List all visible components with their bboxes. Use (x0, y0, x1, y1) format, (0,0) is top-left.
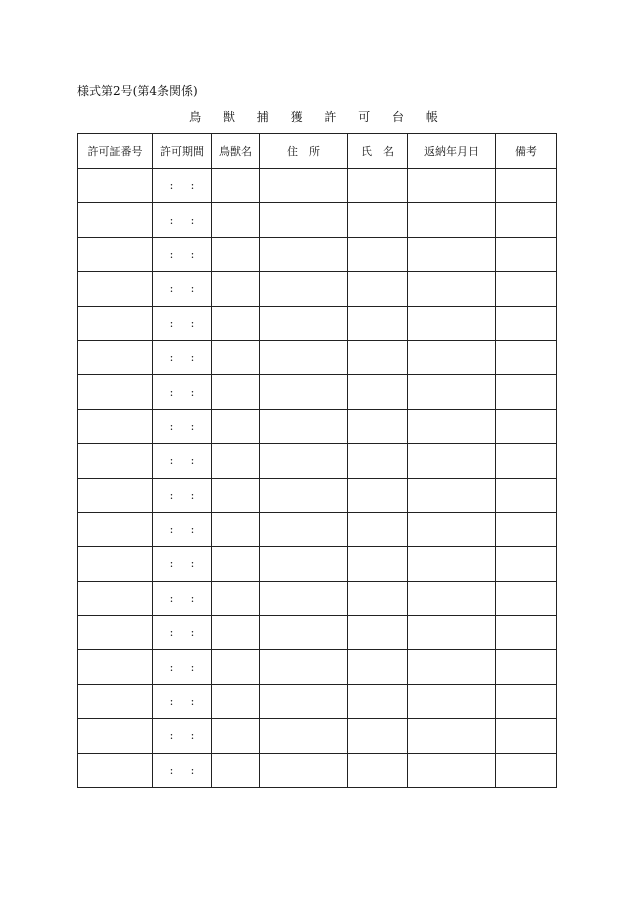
cell-address (260, 581, 348, 615)
cell-return-date (408, 237, 496, 271)
period-colon: : (169, 488, 174, 502)
period-separators (161, 248, 203, 261)
cell-address (260, 444, 348, 478)
cell-return-date (408, 272, 496, 306)
cell-address (260, 340, 348, 374)
cell-species-name (212, 237, 260, 271)
cell-permit-number (78, 340, 153, 374)
cell-return-date (408, 375, 496, 409)
cell-return-date (408, 169, 496, 203)
cell-species-name (212, 684, 260, 718)
cell-return-date (408, 203, 496, 237)
period-colon: : (190, 729, 195, 743)
cell-remarks (496, 650, 557, 684)
period-separators (161, 592, 203, 605)
cell-species-name (212, 203, 260, 237)
cell-name (348, 375, 408, 409)
cell-species-name (212, 272, 260, 306)
cell-permit-period (153, 444, 212, 478)
table-row (78, 719, 557, 753)
cell-species-name (212, 547, 260, 581)
cell-remarks (496, 272, 557, 306)
cell-name (348, 684, 408, 718)
period-colon: : (169, 763, 174, 777)
table-body (78, 169, 557, 788)
cell-permit-period (153, 478, 212, 512)
cell-remarks (496, 581, 557, 615)
cell-permit-period (153, 753, 212, 787)
table-row (78, 169, 557, 203)
period-colon: : (169, 729, 174, 743)
cell-name (348, 272, 408, 306)
cell-permit-number (78, 719, 153, 753)
period-separators (161, 626, 203, 639)
cell-name (348, 306, 408, 340)
cell-name (348, 547, 408, 581)
cell-remarks (496, 719, 557, 753)
cell-return-date (408, 306, 496, 340)
cell-remarks (496, 340, 557, 374)
cell-name (348, 616, 408, 650)
period-colon: : (169, 454, 174, 468)
table-row (78, 306, 557, 340)
table-row (78, 444, 557, 478)
cell-permit-period (153, 375, 212, 409)
period-separators (161, 454, 203, 467)
period-separators (161, 729, 203, 742)
cell-permit-period (153, 547, 212, 581)
cell-remarks (496, 753, 557, 787)
period-colon: : (190, 385, 195, 399)
period-separators (161, 386, 203, 399)
cell-return-date (408, 478, 496, 512)
cell-permit-number (78, 753, 153, 787)
period-colon: : (190, 247, 195, 261)
cell-remarks (496, 203, 557, 237)
period-colon: : (190, 213, 195, 227)
cell-address (260, 478, 348, 512)
period-colon: : (190, 591, 195, 605)
cell-name (348, 203, 408, 237)
cell-return-date (408, 616, 496, 650)
cell-name (348, 719, 408, 753)
cell-permit-number (78, 375, 153, 409)
period-colon: : (169, 179, 174, 193)
period-colon: : (190, 626, 195, 640)
cell-permit-number (78, 512, 153, 546)
header-name: 氏 名 (348, 134, 408, 169)
document-title: 鳥 獣 捕 獲 許 可 台 帳 (189, 110, 447, 124)
table-row (78, 375, 557, 409)
cell-return-date (408, 409, 496, 443)
cell-species-name (212, 444, 260, 478)
table-row (78, 478, 557, 512)
period-colon: : (190, 419, 195, 433)
cell-permit-period (153, 340, 212, 374)
table-row (78, 684, 557, 718)
form-number-label: 様式第2号(第4条関係) (77, 84, 198, 98)
cell-remarks (496, 512, 557, 546)
cell-remarks (496, 169, 557, 203)
permit-register-table (77, 133, 557, 788)
cell-address (260, 375, 348, 409)
cell-name (348, 478, 408, 512)
cell-permit-period (153, 581, 212, 615)
period-colon: : (169, 591, 174, 605)
cell-return-date (408, 753, 496, 787)
cell-species-name (212, 616, 260, 650)
cell-permit-number (78, 581, 153, 615)
cell-return-date (408, 547, 496, 581)
cell-address (260, 753, 348, 787)
cell-species-name (212, 581, 260, 615)
cell-permit-period (153, 237, 212, 271)
period-colon: : (169, 282, 174, 296)
cell-permit-number (78, 237, 153, 271)
period-colon: : (190, 316, 195, 330)
cell-name (348, 340, 408, 374)
cell-remarks (496, 409, 557, 443)
period-colon: : (190, 557, 195, 571)
cell-name (348, 753, 408, 787)
cell-permit-number (78, 409, 153, 443)
period-colon: : (169, 351, 174, 365)
period-colon: : (169, 316, 174, 330)
table-row (78, 409, 557, 443)
period-separators (161, 695, 203, 708)
cell-return-date (408, 444, 496, 478)
period-separators (161, 317, 203, 330)
period-colon: : (190, 179, 195, 193)
period-colon: : (190, 695, 195, 709)
period-colon: : (169, 626, 174, 640)
cell-address (260, 272, 348, 306)
period-separators (161, 179, 203, 192)
cell-permit-number (78, 444, 153, 478)
period-colon: : (169, 557, 174, 571)
cell-species-name (212, 409, 260, 443)
cell-permit-number (78, 272, 153, 306)
cell-permit-period (153, 306, 212, 340)
table-header-row (78, 134, 557, 169)
cell-return-date (408, 684, 496, 718)
period-colon: : (169, 419, 174, 433)
cell-remarks (496, 616, 557, 650)
table-row (78, 203, 557, 237)
table-row (78, 650, 557, 684)
cell-permit-number (78, 478, 153, 512)
cell-permit-period (153, 684, 212, 718)
period-colon: : (190, 282, 195, 296)
table-row (78, 547, 557, 581)
cell-name (348, 409, 408, 443)
cell-permit-period (153, 409, 212, 443)
period-colon: : (169, 660, 174, 674)
cell-permit-number (78, 169, 153, 203)
cell-remarks (496, 375, 557, 409)
period-colon: : (190, 454, 195, 468)
cell-return-date (408, 512, 496, 546)
cell-address (260, 719, 348, 753)
cell-address (260, 547, 348, 581)
period-separators (161, 282, 203, 295)
table-row (78, 753, 557, 787)
period-separators (161, 557, 203, 570)
cell-remarks (496, 444, 557, 478)
cell-permit-number (78, 616, 153, 650)
period-colon: : (169, 247, 174, 261)
cell-address (260, 512, 348, 546)
cell-address (260, 409, 348, 443)
table-row (78, 340, 557, 374)
cell-address (260, 616, 348, 650)
period-separators (161, 661, 203, 674)
cell-name (348, 512, 408, 546)
table-row (78, 237, 557, 271)
period-colon: : (190, 523, 195, 537)
table-row (78, 272, 557, 306)
period-separators (161, 523, 203, 536)
period-colon: : (169, 695, 174, 709)
cell-permit-period (153, 512, 212, 546)
cell-species-name (212, 306, 260, 340)
cell-name (348, 444, 408, 478)
header-remarks: 備考 (496, 134, 557, 169)
cell-address (260, 684, 348, 718)
period-colon: : (169, 213, 174, 227)
cell-permit-period (153, 616, 212, 650)
cell-species-name (212, 719, 260, 753)
cell-species-name (212, 512, 260, 546)
cell-address (260, 237, 348, 271)
cell-permit-period (153, 203, 212, 237)
cell-species-name (212, 753, 260, 787)
period-separators (161, 764, 203, 777)
period-colon: : (190, 488, 195, 502)
cell-return-date (408, 340, 496, 374)
cell-remarks (496, 306, 557, 340)
period-colon: : (190, 660, 195, 674)
table-row (78, 616, 557, 650)
period-separators (161, 420, 203, 433)
cell-remarks (496, 478, 557, 512)
header-species-name: 鳥獣名 (212, 134, 260, 169)
cell-return-date (408, 650, 496, 684)
table-row (78, 512, 557, 546)
cell-name (348, 237, 408, 271)
cell-remarks (496, 547, 557, 581)
header-permit-period: 許可期間 (153, 134, 212, 169)
cell-permit-number (78, 650, 153, 684)
cell-name (348, 169, 408, 203)
header-address: 住 所 (260, 134, 348, 169)
cell-remarks (496, 684, 557, 718)
cell-species-name (212, 650, 260, 684)
cell-name (348, 581, 408, 615)
cell-address (260, 650, 348, 684)
cell-address (260, 306, 348, 340)
period-colon: : (190, 351, 195, 365)
cell-permit-period (153, 169, 212, 203)
cell-return-date (408, 581, 496, 615)
cell-species-name (212, 169, 260, 203)
cell-species-name (212, 375, 260, 409)
cell-return-date (408, 719, 496, 753)
cell-species-name (212, 478, 260, 512)
cell-species-name (212, 340, 260, 374)
period-separators (161, 351, 203, 364)
cell-permit-number (78, 203, 153, 237)
cell-permit-period (153, 650, 212, 684)
header-return-date: 返納年月日 (408, 134, 496, 169)
period-separators (161, 489, 203, 502)
cell-address (260, 169, 348, 203)
cell-permit-number (78, 547, 153, 581)
cell-name (348, 650, 408, 684)
header-permit-number: 許可証番号 (78, 134, 153, 169)
period-separators (161, 214, 203, 227)
period-colon: : (169, 385, 174, 399)
cell-permit-number (78, 684, 153, 718)
period-colon: : (169, 523, 174, 537)
cell-permit-number (78, 306, 153, 340)
cell-address (260, 203, 348, 237)
cell-permit-period (153, 272, 212, 306)
table-row (78, 581, 557, 615)
period-colon: : (190, 763, 195, 777)
cell-permit-period (153, 719, 212, 753)
cell-remarks (496, 237, 557, 271)
